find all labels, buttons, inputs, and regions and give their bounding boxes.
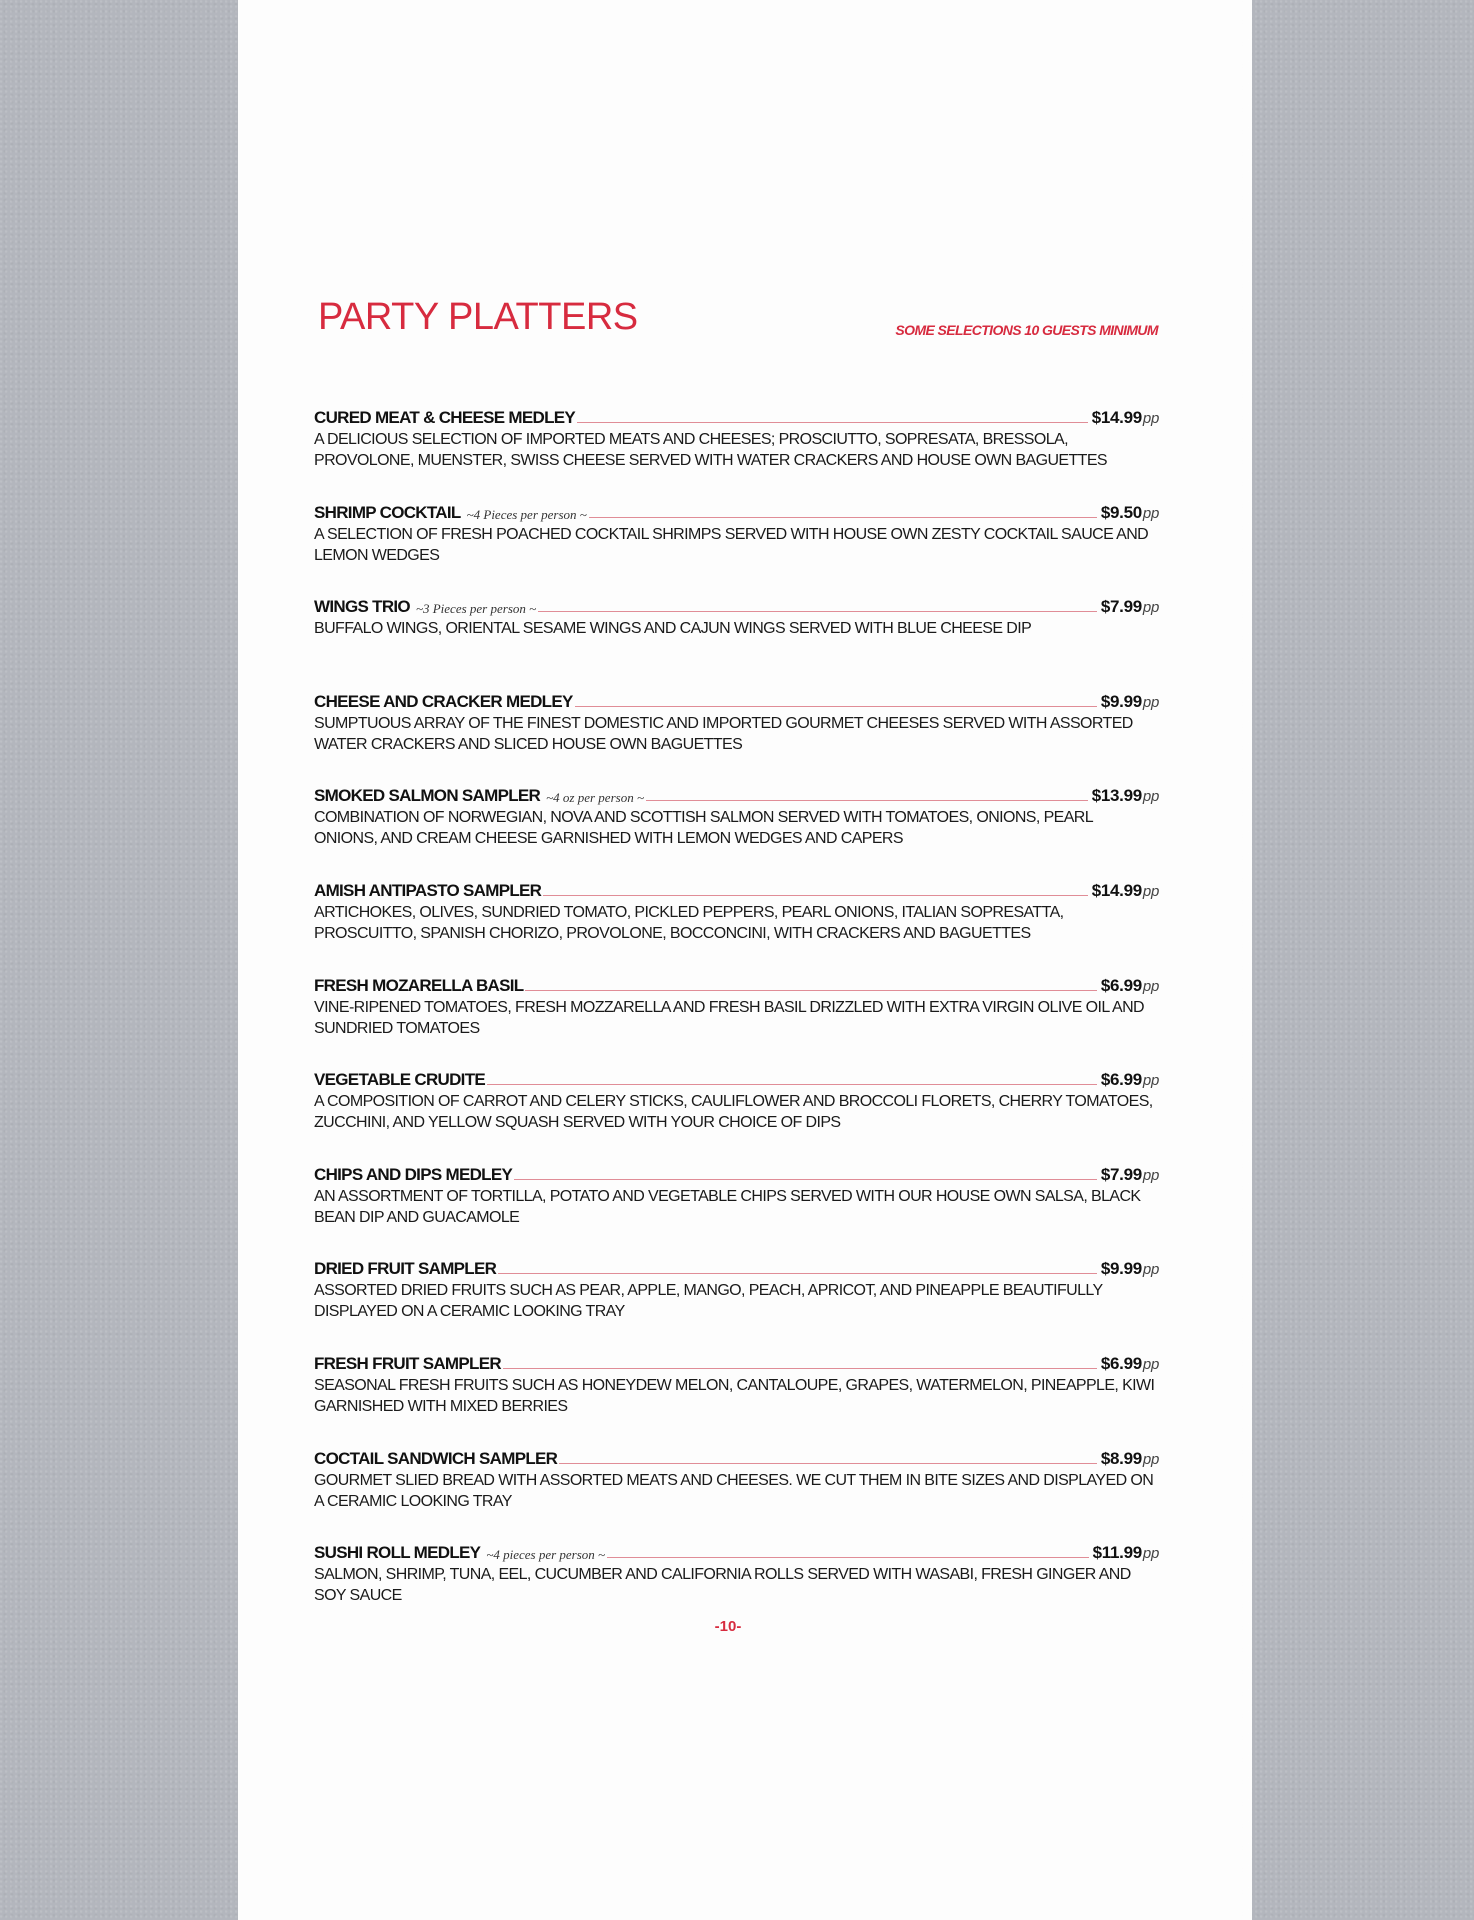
item-name: FRESH MOZARELLA BASIL	[314, 975, 524, 995]
item-name: CHEESE AND CRACKER MEDLEY	[314, 691, 573, 711]
dotted-leader-line	[514, 1179, 1097, 1180]
price-amount: $13.99	[1091, 786, 1142, 806]
price-unit: pp	[1142, 882, 1159, 900]
item-price	[1101, 597, 1159, 617]
menu-item-header	[314, 499, 1159, 523]
item-price	[1101, 692, 1159, 712]
menu-item	[314, 972, 1159, 1067]
item-description: ARTICHOKES, OLIVES, SUNDRIED TOMATO, PICKLED PEPPERS, PEARL ONIONS, ITALIAN SOPRESATTA, PROSCUITTO, SPANISH CHORIZO, PROVOLONE, BOCCONCINI, WITH CRACKERS AND BAGUETTES	[314, 903, 1064, 942]
price-unit: pp	[1142, 1355, 1159, 1373]
item-description: BUFFALO WINGS, ORIENTAL SESAME WINGS AND CAJUN WINGS SERVED WITH BLUE CHEESE DIP	[314, 620, 1032, 638]
item-name: COCTAIL SANDWICH SAMPLER	[314, 1448, 558, 1468]
menu-item-header	[314, 1161, 1159, 1185]
item-price	[1101, 1070, 1159, 1090]
item-name: SUSHI ROLL MEDLEY	[314, 1543, 481, 1563]
menu-items	[314, 404, 1159, 1634]
dotted-leader-line	[575, 706, 1097, 707]
item-name: CHIPS AND DIPS MEDLEY	[314, 1164, 513, 1184]
price-unit: pp	[1142, 977, 1159, 995]
price-amount: $6.99	[1100, 1070, 1142, 1090]
item-price	[1092, 786, 1159, 806]
item-price	[1101, 1259, 1159, 1279]
price-amount: $7.99	[1100, 597, 1142, 617]
menu-item	[314, 1350, 1159, 1445]
item-name: VEGETABLE CRUDITE	[314, 1070, 486, 1090]
menu-item-header	[314, 877, 1159, 901]
item-portion-note: ~4 Pieces per person ~	[466, 506, 587, 522]
price-unit: pp	[1142, 1072, 1159, 1090]
item-description: GOURMET SLIED BREAD WITH ASSORTED MEATS AND CHEESES. WE CUT THEM IN BITE SIZES AND DISPLAYED ON A CERAMIC LOOKING TRAY	[314, 1471, 1154, 1510]
dotted-leader-line	[525, 990, 1096, 991]
item-price	[1101, 1165, 1159, 1185]
price-unit: pp	[1142, 599, 1159, 617]
item-description: A COMPOSITION OF CARROT AND CELERY STICKS, CAULIFLOWER AND BROCCOLI FLORETS, CHERRY TOMATOES, ZUCCHINI, AND YELLOW SQUASH SERVED WITH YOUR CHOICE OF DIPS	[314, 1093, 1153, 1132]
menu-item-header	[314, 688, 1159, 712]
item-description: SEASONAL FRESH FRUITS SUCH AS HONEYDEW MELON, CANTALOUPE, GRAPES, WATERMELON, PINEAPPLE, KIWI GARNISHED WITH MIXED BERRIES	[314, 1376, 1155, 1415]
item-price	[1101, 976, 1159, 996]
item-description: SUMPTUOUS ARRAY OF THE FINEST DOMESTIC AND IMPORTED GOURMET CHEESES SERVED WITH ASSORTED WATER CRACKERS AND SLICED HOUSE OWN BAGUETTES	[314, 714, 1133, 753]
dotted-leader-line	[487, 1084, 1097, 1085]
item-description: AN ASSORTMENT OF TORTILLA, POTATO AND VEGETABLE CHIPS SERVED WITH OUR HOUSE OWN SALSA, BLACK BEAN DIP AND GUACAMOLE	[314, 1187, 1141, 1226]
price-amount: $9.99	[1100, 691, 1142, 711]
price-unit: pp	[1142, 1261, 1159, 1279]
price-unit: pp	[1142, 693, 1159, 711]
menu-item-header	[314, 593, 1159, 617]
price-unit: pp	[1142, 1545, 1159, 1563]
menu-item	[314, 1066, 1159, 1161]
price-amount: $6.99	[1100, 1353, 1142, 1373]
price-unit: pp	[1142, 410, 1159, 427]
menu-item	[314, 1445, 1159, 1540]
price-amount: $9.99	[1100, 1259, 1142, 1279]
price-amount: $14.99	[1091, 880, 1142, 900]
item-description: ASSORTED DRIED FRUITS SUCH AS PEAR, APPLE, MANGO, PEACH, APRICOT, AND PINEAPPLE BEAUTIFULLY DISPLAYED ON A CERAMIC LOOKING TRAY	[314, 1282, 1103, 1321]
item-price	[1101, 503, 1159, 523]
minimum-guests-note: SOME SELECTIONS 10 GUESTS MINIMUM	[895, 322, 1158, 338]
menu-item	[314, 593, 1159, 688]
price-unit: pp	[1142, 504, 1159, 522]
dotted-leader-line	[607, 1557, 1089, 1558]
menu-item-header	[314, 1350, 1159, 1374]
item-price	[1101, 1354, 1159, 1374]
dotted-leader-line	[646, 800, 1088, 801]
dotted-leader-line	[577, 422, 1088, 423]
item-price	[1101, 1449, 1159, 1469]
dotted-leader-line	[498, 1273, 1097, 1274]
price-unit: pp	[1142, 1166, 1159, 1184]
item-description: A DELICIOUS SELECTION OF IMPORTED MEATS AND CHEESES; PROSCIUTTO, SOPRESATA, BRESSOLA, PROVOLONE, MUENSTER, SWISS CHEESE SERVED WITH WATER CRACKERS AND HOUSE OWN BAGUETTES	[314, 431, 1107, 469]
price-amount: $7.99	[1100, 1164, 1142, 1184]
item-portion-note: ~4 pieces per person ~	[486, 1547, 606, 1563]
menu-item-header	[314, 1445, 1159, 1469]
menu-item-header	[314, 972, 1159, 996]
price-unit: pp	[1142, 788, 1159, 806]
menu-item	[314, 1255, 1159, 1350]
item-name: SMOKED SALMON SAMPLER	[314, 786, 541, 806]
price-amount: $9.50	[1100, 502, 1142, 522]
menu-item	[314, 404, 1159, 499]
menu-item	[314, 499, 1159, 594]
menu-item-header	[314, 404, 1159, 428]
dotted-leader-line	[503, 1368, 1097, 1369]
dotted-leader-line	[559, 1463, 1097, 1464]
page-number: -10-	[714, 1618, 742, 1635]
item-description: SALMON, SHRIMP, TUNA, EEL, CUCUMBER AND CALIFORNIA ROLLS SERVED WITH WASABI, FRESH GINGER AND SOY SAUCE	[314, 1566, 1131, 1605]
menu-item-header	[314, 1066, 1159, 1090]
dotted-leader-line	[538, 611, 1097, 612]
paper-edge-right	[1242, 0, 1260, 1920]
page-title: PARTY PLATTERS	[318, 296, 638, 338]
item-name: SHRIMP COCKTAIL	[314, 502, 461, 522]
item-portion-note: ~4 oz per person ~	[546, 790, 644, 806]
item-description: A SELECTION OF FRESH POACHED COCKTAIL SHRIMPS SERVED WITH HOUSE OWN ZESTY COCKTAIL SAUCE AND LEMON WEDGES	[314, 525, 1149, 564]
item-name: CURED MEAT & CHEESE MEDLEY	[314, 408, 576, 427]
item-name: AMISH ANTIPASTO SAMPLER	[314, 880, 542, 900]
item-price	[1092, 881, 1159, 901]
item-price	[1092, 408, 1159, 428]
menu-item	[314, 782, 1159, 877]
price-amount: $14.99	[1091, 408, 1142, 427]
menu-item	[314, 688, 1159, 783]
menu-item	[314, 877, 1159, 972]
item-description: COMBINATION OF NORWEGIAN, NOVA AND SCOTTISH SALMON SERVED WITH TOMATOES, ONIONS, PEARL ONIONS, AND CREAM CHEESE GARNISHED WITH LEMON WEDGES AND CAPERS	[314, 809, 1093, 848]
price-amount: $8.99	[1100, 1448, 1142, 1468]
menu-item-header	[314, 1539, 1159, 1563]
price-amount: $6.99	[1100, 975, 1142, 995]
dotted-leader-line	[543, 895, 1087, 896]
price-amount: $11.99	[1092, 1543, 1142, 1563]
item-description: VINE-RIPENED TOMATOES, FRESH MOZZARELLA AND FRESH BASIL DRIZZLED WITH EXTRA VIRGIN OLIVE OIL AND SUNDRIED TOMATOES	[314, 998, 1144, 1037]
menu-item-header	[314, 1255, 1159, 1279]
price-unit: pp	[1142, 1450, 1159, 1468]
item-price	[1093, 1543, 1159, 1563]
item-name: WINGS TRIO	[314, 597, 410, 617]
menu-item-header	[314, 782, 1159, 806]
item-name: FRESH FRUIT SAMPLER	[314, 1353, 501, 1373]
menu-item	[314, 1161, 1159, 1256]
item-portion-note: ~3 Pieces per person ~	[415, 601, 537, 617]
item-name: DRIED FRUIT SAMPLER	[314, 1259, 497, 1279]
dotted-leader-line	[589, 517, 1097, 518]
